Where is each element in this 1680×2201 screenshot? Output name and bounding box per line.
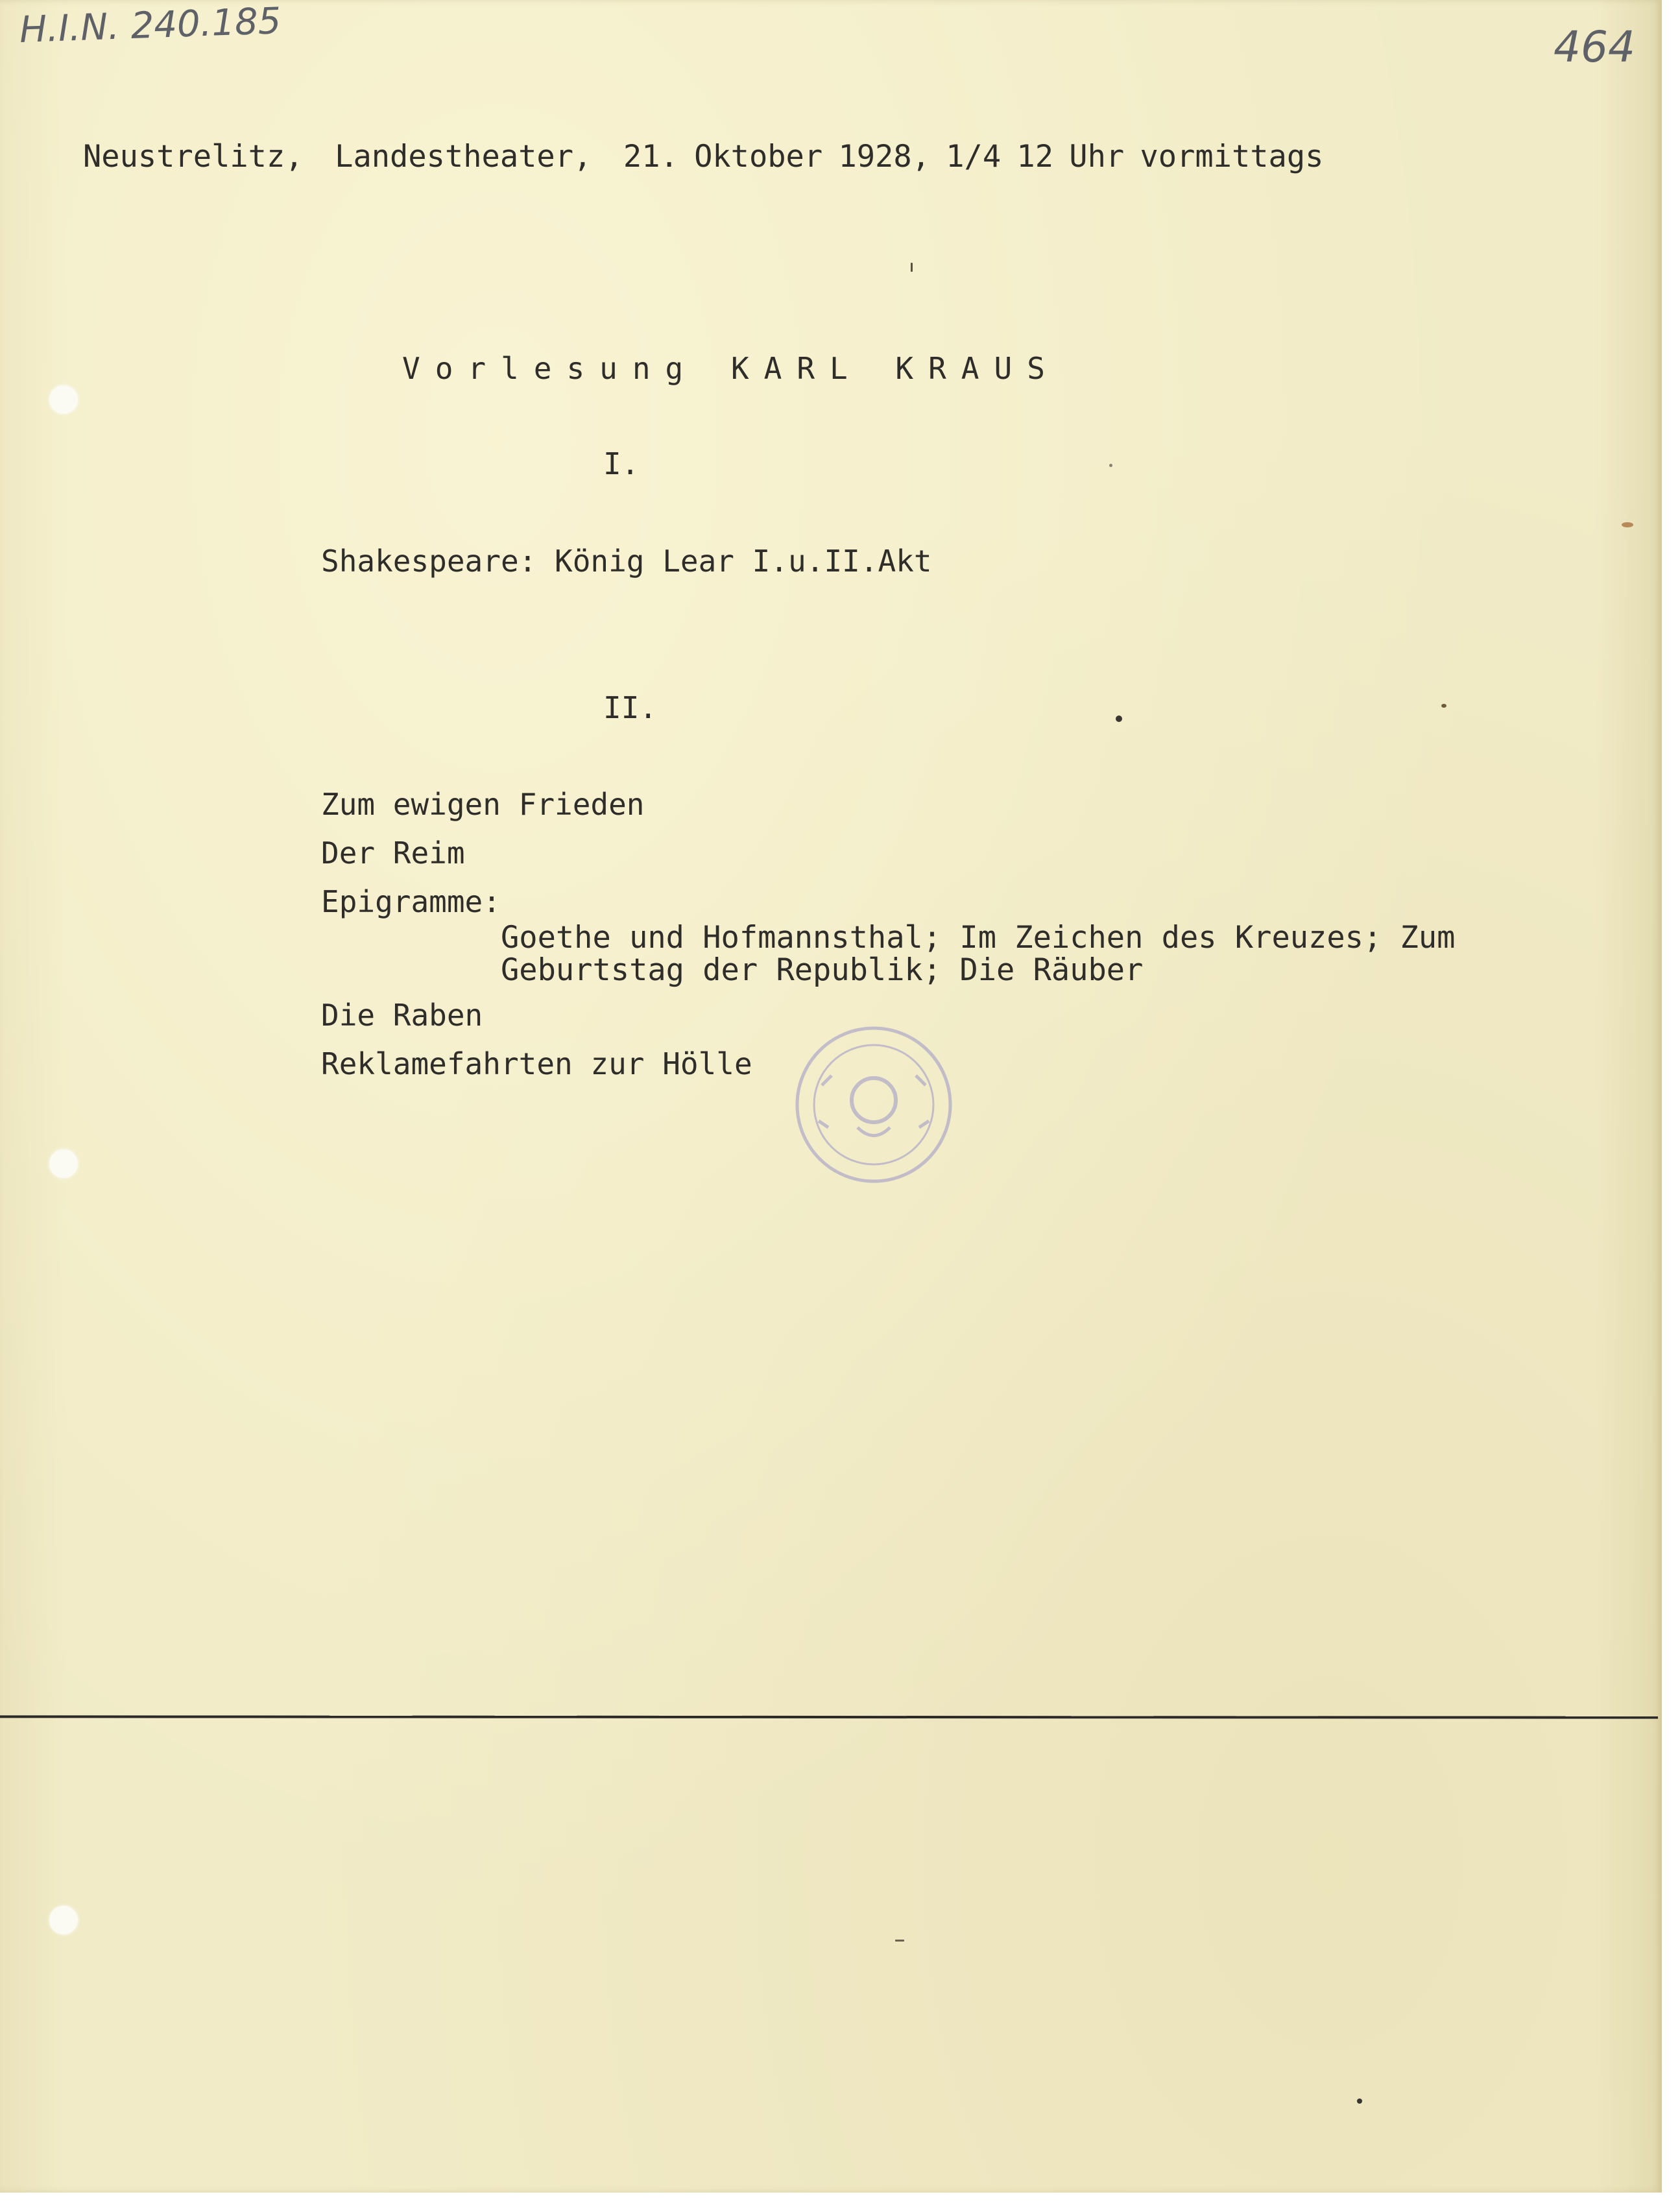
epigrams-label: Epigramme: bbox=[321, 884, 501, 919]
part-two-item: Zum ewigen Frieden bbox=[321, 787, 645, 822]
punch-hole bbox=[49, 1149, 78, 1178]
part-one-item: Shakespeare: König Lear I.u.II.Akt bbox=[321, 544, 932, 579]
paper-speck bbox=[895, 1940, 904, 1942]
epigrams-line: Geburtstag der Republik; Die Räuber bbox=[501, 952, 1144, 988]
paper-speck bbox=[1441, 704, 1446, 708]
reading-title: Vorlesung KARL KRAUS bbox=[402, 351, 1060, 386]
paper-speck bbox=[1622, 522, 1633, 527]
header-line: Neustrelitz, Landestheater, 21. Oktober 1928, 1/4 12 Uhr vormittags bbox=[83, 139, 1324, 174]
part-two-item: Reklamefahrten zur Hölle bbox=[321, 1046, 752, 1081]
punch-hole bbox=[49, 1906, 78, 1934]
paper-speck bbox=[1357, 2099, 1362, 2104]
part-two-item: Der Reim bbox=[321, 836, 465, 871]
folio-number: 464 bbox=[1554, 22, 1635, 72]
epigrams-line: Goethe und Hofmannsthal; Im Zeichen des Kreuzes; Zum bbox=[501, 920, 1456, 956]
library-stamp bbox=[793, 1024, 955, 1186]
part-two-numeral: II. bbox=[603, 690, 658, 725]
part-two-item: Die Raben bbox=[321, 998, 483, 1033]
punch-hole bbox=[49, 385, 78, 414]
part-one-numeral: I. bbox=[603, 446, 640, 481]
paper-speck bbox=[1109, 464, 1112, 467]
horizontal-rule bbox=[0, 1715, 1658, 1718]
paper-speck bbox=[911, 263, 913, 272]
paper-speck bbox=[1116, 716, 1122, 722]
archive-signature: H.I.N. 240.185 bbox=[18, 0, 282, 52]
